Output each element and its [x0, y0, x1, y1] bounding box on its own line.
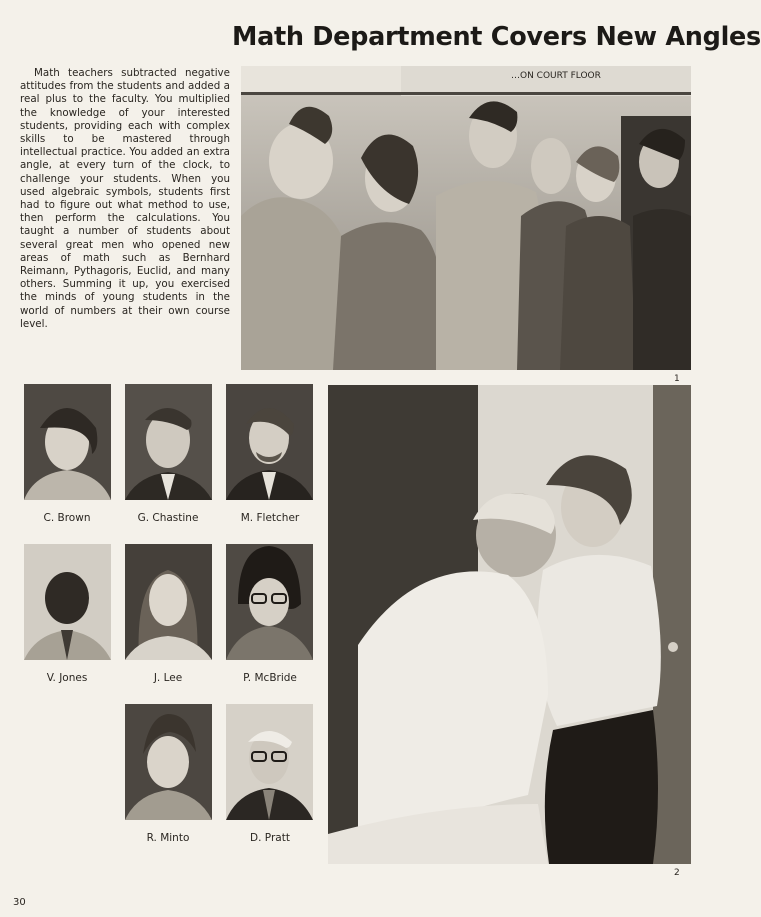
portrait-j-lee	[125, 544, 212, 660]
student-group-photo	[241, 66, 691, 370]
portrait-d-pratt	[226, 704, 313, 820]
name-v-jones: V. Jones	[46, 672, 88, 684]
teacher-student-photo	[328, 385, 691, 864]
portrait-m-fletcher	[226, 384, 313, 500]
name-c-brown: C. Brown	[43, 512, 91, 524]
photo2-number: 2	[674, 868, 680, 878]
photo1-number: 1	[674, 374, 680, 384]
portrait-v-jones	[24, 544, 111, 660]
name-m-fletcher: M. Fletcher	[240, 512, 300, 524]
intro-text	[20, 67, 230, 331]
portrait-r-minto	[125, 704, 212, 820]
name-r-minto: R. Minto	[146, 832, 190, 844]
page-number: 30	[13, 897, 26, 908]
portrait-g-chastine	[125, 384, 212, 500]
name-p-mcbride: P. McBride	[243, 672, 297, 684]
name-g-chastine: G. Chastine	[137, 512, 199, 524]
intro-paragraph: Math teachers subtracted negative attitudes from the students and added a real plus to the faculty. You multiplied the knowledge of your interested students, providing each with complex skills to be mastered through intellectual practice. You added an extra angle, at every turn of the clock, to challenge your students. When you used algebraic symbols, students first had to figure out what method to use, then perform the calculations. You taught a number of students about several great men who opened new areas of math such as Bernhard Reimann, Pythagoris, Euclid, and many others. Summing it up, you exercised the minds of young students in the world of numbers at their own course level.	[20, 67, 230, 330]
portrait-p-mcbride	[226, 544, 313, 660]
page-title: Math Department Covers New Angles	[232, 22, 761, 52]
name-d-pratt: D. Pratt	[250, 832, 290, 844]
portrait-c-brown	[24, 384, 111, 500]
name-j-lee: J. Lee	[153, 672, 183, 684]
court-floor-sign: …ON COURT FLOOR	[511, 71, 601, 81]
